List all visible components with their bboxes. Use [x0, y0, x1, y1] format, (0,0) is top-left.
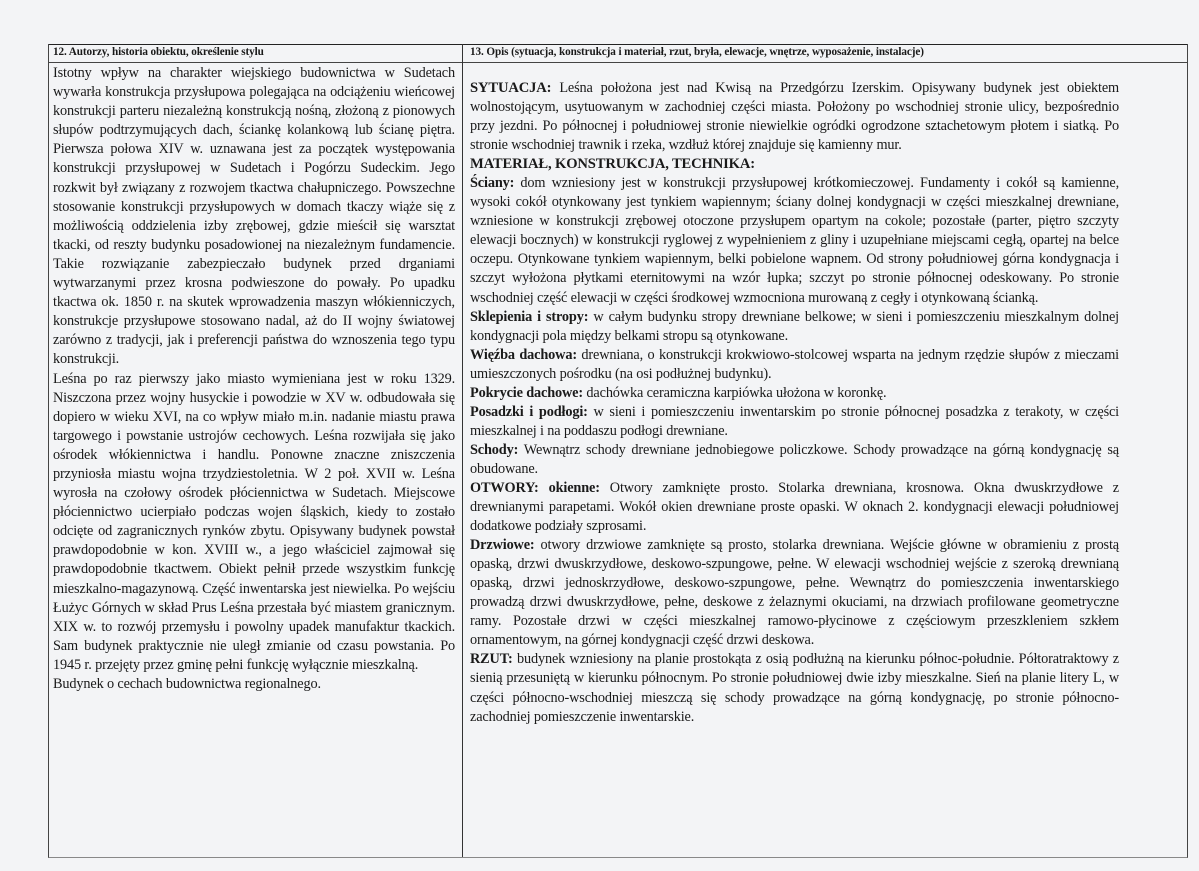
sklepienia-text: w całym budynku stropy drewniane belkowe; w sieni i pomieszczeniu mieszkalnym dolnej kondygnacji pola między belkami stropu są otynkowane.: [470, 308, 1119, 344]
schody-text: Wewnątrz schody drewniane jednobiegowe policzkowe. Schody prowadzące na górną kondygnację są obudowane.: [470, 441, 1119, 477]
section-12-title: 12. Autorzy, historia obiektu, określenie stylu: [53, 46, 264, 58]
wiezba-text: drewniana, o konstrukcji krokwiowo-stolcowej wsparta na jednym rzędzie słupów z mieczami umieszczonych pośrodku (na osi podłużnej budynku).: [470, 346, 1120, 382]
history-paragraph-1: Istotny wpływ na charakter wiejskiego budownictwa w Sudetach wywarła konstrukcja przysłupowa polegająca na odciążeniu wieńcowej konstrukcji parteru niezależną konstrukcją nośną, złożoną z pionowych słupów podtrzymujących dach, ściankę kolankową lub ścianę piętra. Pierwsza połowa XIV w. uznawana jest za początek występowania konstrukcji przysłupowej w Sudetach i Pogórzu Sudeckim. Jego rozkwit był związany z rozwojem tkactwa chałupniczego. Powszechne stosowanie konstrukcji przysłupowych w domach tkaczy wiąże się z możliwością oddzielenia izby zrębowej, gdzie mieścił się warsztat tkacki, od reszty budynku posadowionej na niezależnym fundamencie. Takie rozwiązanie zabezpieczało budynek przed drganiami wytwarzanymi przez krosna podwieszone do powały. Po upadku tkactwa ok. 1850 r. na skutek wprowadzenia maszyn włókienniczych, konstrukcje przysłupowe stosowano nadal, aż do II wojny światowej zarówno z tradycji, jak i preferencji państwa do wznoszenia tego typu konstrukcji.: [53, 65, 455, 368]
sklepienia-paragraph: [470, 308, 1119, 346]
sciany-paragraph: [470, 174, 1119, 307]
column-divider: [462, 44, 463, 857]
pokrycie-label: Pokrycie dachowe:: [470, 384, 583, 401]
drzwiowe-paragraph: [470, 536, 1119, 650]
history-paragraph-3: Budynek o cechach budownictwa regionalnego.: [53, 676, 321, 692]
rzut-text: budynek wzniesiony na planie prostokąta z osią podłużną na kierunku północ-południe. Półtoratraktowy z sienią przesuniętą w kierunku północnym. Po stronie południowej dwie izby mieszkalne. Sień na planie litery L, w części północno-wschodniej mieszczą się schody prowadzące na górną kondygnację, po stronie północno-zachodniej pomieszczenie inwentarskie.: [470, 651, 1119, 725]
wiezba-label: Więźba dachowa:: [470, 346, 577, 363]
otwory-text: Otwory zamknięte prosto. Stolarka drewniana, krosnowa. Okna dwuskrzydłowe z drewnianymi parapetami. Wokół okien drewniane proste opaski. W oknach 2. kondygnacji elewacji południowej dodatkowe podziały szprosami.: [470, 479, 1119, 535]
material-heading: MATERIAŁ, KONSTRUKCJA, TECHNIKA:: [470, 156, 755, 173]
sklepienia-label: Sklepienia i stropy:: [470, 308, 589, 325]
wiezba-paragraph: [470, 346, 1119, 384]
description-text: [470, 79, 1119, 727]
sciany-label: Ściany:: [470, 175, 515, 192]
posadzki-label: Posadzki i podłogi:: [470, 403, 588, 420]
posadzki-text: w sieni i pomieszczeniu inwentarskim po stronie północnej posadzka z terakoty, w części mieszkalnej i na poddaszu podłogi drewniane.: [470, 403, 1119, 439]
drzwiowe-text: otwory drzwiowe zamknięte są prosto, stolarka drewniana. Wejście główne w obramieniu z prostą opaską, drzwi dwuskrzydłowe, deskowo-szpungowe, pełne. W elewacji wschodniej wejście z szeroką drewnianą opaską, drzwi jednoskrzydłowe, deskowo-szpungowe, pełne. Wewnątrz do pomieszczenia inwentarskiego prowadzą drzwi dwuskrzydłowe, pełne, deskowe z żelaznymi okuciami, na drzwiach profilowane geometryczne ramy. Pozostałe drzwi w części mieszkalnej ramowo-płycinowe z częściowym przeszkleniem szkłem ornamentowym, na górnej kondygnacji część drzwi deskowa.: [470, 537, 1119, 649]
header-row-border: [48, 62, 1188, 63]
sciany-text: dom wzniesiony jest w konstrukcji przysłupowej krótkomieczowej. Fundamenty i cokół są kamienne, wysoki cokół otynkowany jest tynkiem wapiennym; ściany dolnej kondygnacji w części mieszkalnej drewniane, wzniesione w konstrukcji zrębowej otoczone przysłupem opartym na cokole; pozostałe (parter, piętro szczyty elewacji bocznych) w konstrukcji ryglowej z wypełnieniem z gliny i uzupełniane miejscami cegłą, opartej na belce oczepu. Otynkowane tynkiem wapiennym, belki pobielone wapnem. Od strony południowej górna kondygnacja i szczyt wyłożona płytkami eternitowymi na wzór łupka; szczyt po stronie północnej odeskowany. Po stronie wschodniej część elewacji w części środkowej wzmocniona murowaną z cegły i otynkowaną ścianką.: [470, 175, 1119, 306]
sytuacja-text: Leśna położona jest nad Kwisą na Przedgórzu Izerskim. Opisywany budynek jest obiektem wolnostojącym, usytuowanym w zachodniej części miasta. Położony po wschodniej stronie ulicy, bezpośrednio przy jezdni. Po północnej i południowej stronie niewielkie ogródki ogrodzone sztachetowym płotem i siatką. Po stronie wschodniej trawnik i rzeka, wzdłuż której znajduje się kamienny mur.: [470, 80, 1119, 154]
rzut-label: RZUT:: [470, 651, 513, 668]
history-text: [53, 64, 455, 694]
rzut-paragraph: [470, 650, 1119, 726]
otwory-paragraph: [470, 479, 1119, 536]
schody-paragraph: [470, 441, 1119, 479]
posadzki-paragraph: [470, 403, 1119, 441]
section-13-title: 13. Opis (sytuacja, konstrukcja i materiał, rzut, bryła, elewacje, wnętrze, wyposażenie, instalacje): [470, 46, 924, 58]
drzwiowe-label: Drzwiowe:: [470, 537, 535, 554]
otwory-label: OTWORY: okienne:: [470, 479, 600, 496]
sytuacja-label: SYTUACJA:: [470, 80, 552, 96]
sytuacja-paragraph: [470, 79, 1119, 155]
pokrycie-paragraph: [470, 384, 1119, 403]
pokrycie-text: dachówka ceramiczna karpiówka ułożona w koronkę.: [583, 384, 887, 401]
schody-label: Schody:: [470, 441, 519, 458]
history-paragraph-2: Leśna po raz pierwszy jako miasto wymieniana jest w roku 1329. Niszczona przez wojny husyckie i powodzie w XV w. odbudowała się dopiero w wieku XVI, na co wpływ miało m.in. nadanie miastu prawa targowego i powstanie ustrojów cechowych. Leśna rozwijała się jako ośrodek włókiennictwa i handlu. Ponowne znaczne zniszczenia przyniosła miastu wojna trzydziestoletnia. W 2 poł. XVII w. Leśna wyrosła na czołowy ośrodek płóciennictwa w Sudetach. Miejscowe płóciennictwo ucierpiało podczas wojen śląskich, kiedy to zostało odcięte od zagranicznych rynków zbytu. Opisywany budynek powstał prawdopodobnie w kon. XVIII w., a jego właściciel zajmował się prawdopodobnie tkactwem. Obiekt pełnił przede wszystkim funkcję mieszkalno-magazynową. Część inwentarska jest niewielka. Po wejściu Łużyc Górnych w skład Prus Leśna przestała być miastem granicznym. XIX w. to rozwój przemysłu i powolny upadek manufaktur tkackich. Sam budynek praktycznie nie uległ zmianie od czasu powstania. Po 1945 r. przejęty przez gminę pełni funkcję wyłącznie mieszkalną.: [53, 370, 455, 673]
